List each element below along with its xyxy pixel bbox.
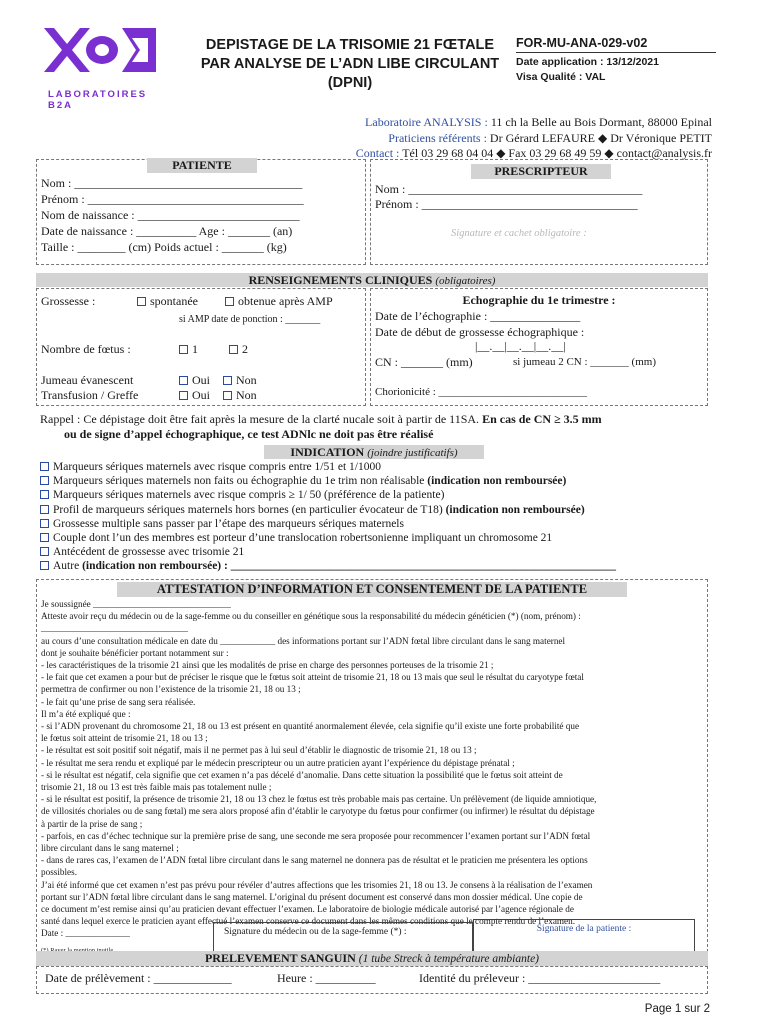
indication-text: Profil de marqueurs sériques maternels hors bornes (en particulier évocateur de T18) — [53, 503, 443, 516]
lab-address: 11 ch la Belle au Bois Dormant, 88000 Epinal — [490, 115, 712, 129]
lab-logo — [40, 20, 160, 111]
grossesse-amp-checkbox[interactable] — [225, 294, 333, 309]
cn2-field[interactable]: si jumeau 2 CN : _______ (mm) — [513, 356, 656, 368]
patiente-taille-poids-field[interactable]: Taille : ________ (cm) Poids actuel : _______ (kg) — [41, 240, 287, 254]
prelevement-heure-field[interactable]: Heure : __________ — [277, 971, 376, 985]
attestation-line: - dans de rares cas, l’examen de l’ADN fœtal libre circulant dans le sang maternel ne donnera pas de résultat et le praticien me présentera les options — [41, 855, 588, 866]
logo-mark-icon — [40, 20, 160, 80]
attestation-line: - les caractéristiques de la trisomie 21 ainsi que les modalités de prise en charge des personnes porteuses de la trisomie 21 ; — [41, 660, 494, 671]
non-label: Non — [236, 388, 257, 402]
echo-date-field[interactable]: Date de l’échographie : _______________ — [375, 309, 581, 323]
indication-item[interactable] — [40, 503, 720, 517]
foetus-1-label: 1 — [192, 342, 198, 356]
echo-debut-label: Date de début de grossesse échographique : — [375, 325, 585, 339]
prescripteur-title: PRESCRIPTEUR — [471, 164, 611, 179]
lab-praticiens: Dr Gérard LEFAURE ◆ Dr Véronique PETIT — [489, 130, 712, 145]
lab-info — [356, 115, 712, 162]
attestation-line: - si le résultat est positif, la présence de trisomie 21, 18 ou 13 chez le fœtus est très probable mais pas certaine. Un prélèvement (de liquide amniotique, — [41, 794, 597, 805]
indication-text: Autre — [53, 560, 80, 573]
prelevement-title-bar — [36, 951, 708, 966]
indication-note: (joindre justificatifs) — [367, 447, 458, 459]
title-line-1: DEPISTAGE DE LA TRISOMIE 21 FŒTALE — [205, 37, 495, 53]
chorionicite-field[interactable]: Chorionicité : ___________________________ — [375, 386, 588, 398]
jumeau-oui-checkbox[interactable] — [179, 373, 210, 388]
indication-item[interactable] — [40, 531, 720, 545]
indication-item[interactable] — [40, 559, 720, 573]
attestation-line[interactable]: ________________________________ — [41, 623, 188, 634]
indication-text: Couple dont l’un des membres est porteur d’une translocation robertsonienne impliquant un chromosome 21 — [53, 532, 553, 545]
indication-text: Grossesse multiple sans passer par l’étape des marqueurs sériques maternels — [53, 517, 404, 530]
rappel-bold-2: ou de signe d’appel échographique, ce test ADNlc ne doit pas être réalisé — [64, 427, 434, 441]
non-label: Non — [236, 373, 257, 387]
indication-title: INDICATION — [290, 445, 365, 459]
attestation-date-field[interactable]: Date : ______________ — [41, 928, 130, 939]
prelevement-note: (1 tube Streck à température ambiante) — [358, 953, 540, 965]
indication-text: Marqueurs sériques maternels avec risque compris ≥ 1/ 50 (préférence de la patiente) — [53, 489, 445, 502]
transfusion-non-checkbox[interactable] — [223, 388, 257, 403]
attestation-line: - si le résultat est négatif, cela signifie que cet examen n’a pas décelé d’anomalie. Dans cette situation la possibilité que le fœtus soit atteint de — [41, 769, 563, 780]
transfusion-oui-checkbox[interactable] — [179, 388, 210, 403]
lab-info-label-1: Laboratoire ANALYSIS : — [365, 115, 488, 129]
indication-item[interactable] — [40, 488, 720, 502]
indication-title-bar — [264, 445, 484, 459]
attestation-line: - le résultat me sera rendu et expliqué par le médecin prescripteur ou un autre praticien ayant l’expérience du dépistage prénatal ; — [41, 757, 515, 768]
echo-debut-date-field[interactable]: |__.__|__.__|__.__| — [475, 339, 566, 353]
attestation-line: - le fait qu’une prise de sang sera réalisée. — [41, 696, 196, 707]
checkbox-icon — [179, 391, 188, 400]
renseignements-left — [36, 288, 366, 406]
attestation-line: J’ai été informé que cet examen n’est pas prévu pour révéler d’autres affections que les trisomies 21, 18 ou 13. Je consens à la réalisation de l’examen — [41, 879, 593, 890]
renseignements-right — [370, 288, 708, 406]
renseignements-title-bar — [36, 273, 708, 287]
lab-contact: Tél 03 29 68 04 04 ◆ Fax 03 29 68 49 59 ◆ contact@analysis.fr — [402, 146, 712, 160]
attestation-line: Il m’a été expliqué que : — [41, 708, 131, 719]
patiente-prenom-field[interactable]: Prénom : ____________________________________ — [41, 192, 304, 206]
grossesse-label: Grossesse : — [41, 294, 96, 308]
title-line-2: PAR ANALYSE DE L’ADN LIBE CIRCULANT — [200, 56, 500, 72]
checkbox-icon — [40, 533, 49, 542]
patiente-section — [36, 159, 366, 265]
attestation-line: possibles. — [41, 867, 77, 878]
checkbox-icon — [179, 345, 188, 354]
echo-title: Echographie du 1e trimestre : — [462, 293, 616, 307]
patiente-title: PATIENTE — [147, 158, 257, 173]
prelevement-date-field[interactable]: Date de prélèvement : _____________ — [45, 971, 232, 985]
rappel-bold-1: En cas de CN ≥ 3.5 mm — [482, 412, 602, 426]
indication-text: Marqueurs sériques maternels non faits ou échographie du 1e trim non réalisable — [53, 475, 425, 488]
checkbox-icon — [40, 476, 49, 485]
attestation-line: portant sur l’ADN fœtal libre circulant dans le sang maternel. L’original du présent document est conservé dans mon dossier médical. Une copie de — [41, 891, 583, 902]
prelevement-identite-field[interactable]: Identité du préleveur : ______________________ — [419, 971, 661, 985]
transfusion-label: Transfusion / Greffe — [41, 388, 139, 402]
indication-item[interactable] — [40, 474, 720, 488]
prelevement-title: PRELEVEMENT SANGUIN — [204, 951, 356, 965]
foetus-1-checkbox[interactable] — [179, 342, 198, 357]
attestation-line: dont je souhaite bénéficier portant notamment sur : — [41, 647, 229, 658]
attestation-body — [41, 598, 705, 940]
checkbox-icon — [40, 519, 49, 528]
rappel-text: Rappel : Ce dépistage doit être fait après la mesure de la clarté nucale soit à partir de 11SA. — [40, 412, 480, 426]
prescripteur-signature-label[interactable]: Signature et cachet obligatoire : — [451, 228, 587, 239]
checkbox-icon — [225, 297, 234, 306]
lab-info-label-2: Praticiens référents : — [388, 130, 487, 145]
attestation-line: à partir de la prise de sang ; — [41, 818, 143, 829]
prescripteur-nom-field[interactable]: Nom : _______________________________________ — [375, 182, 643, 196]
attestation-line: - parfois, en cas d’échec technique sur la première prise de sang, une seconde me sera proposée pour recommencer l’examen portant sur l’ADN fœtal — [41, 830, 591, 841]
attestation-line: - le fait que cet examen a pour but de préciser le risque que le fœtus soit atteint de trisomie 21, 18 ou 13 mais que seul le résultat du caryotype fœtal — [41, 672, 584, 683]
checkbox-icon — [229, 345, 238, 354]
visa-qualite: Visa Qualité : VAL — [516, 71, 606, 83]
checkbox-icon — [40, 547, 49, 556]
indication-item[interactable] — [40, 517, 720, 531]
amp-label: obtenue après AMP — [238, 294, 333, 308]
title-line-3: (DPNI) — [327, 75, 373, 91]
ponction-date-field[interactable]: si AMP date de ponction : _______ — [179, 314, 321, 325]
prelevement-section — [36, 966, 708, 994]
doc-ref: FOR-MU-ANA-029-v02 — [516, 36, 716, 53]
attestation-line: - le résultat est soit positif soit négatif, mais il ne permet pas à lui seul d’établir le diagnostic de trisomie 21, 18 ou 13 ; — [41, 745, 477, 756]
attestation-title: ATTESTATION D’INFORMATION ET CONSENTEMENT DE LA PATIENTE — [117, 582, 627, 597]
patiente-nom-naissance-field[interactable]: Nom de naissance : ___________________________ — [41, 208, 300, 222]
attestation-line: - si l’ADN provenant du chromosome 21, 18 ou 13 est présent en quantité anormalement élevée, cela signifie qu’il existe une forte probabilité que — [41, 721, 580, 732]
oui-label: Oui — [192, 388, 210, 402]
attestation-section — [36, 579, 708, 967]
rappel-notice — [40, 412, 720, 442]
indication-bold: (indication non remboursée) — [427, 475, 567, 488]
checkbox-icon — [179, 376, 188, 385]
signature-patiente-label: Signature de la patiente : — [536, 924, 632, 934]
checkbox-icon — [223, 391, 232, 400]
jumeau-label: Jumeau évanescent — [41, 373, 134, 387]
attestation-line[interactable]: Je soussignée ______________________________ — [41, 599, 231, 609]
indication-bold: (indication non remboursée) : ___________________________________________________________________ — [82, 560, 616, 573]
spontanee-label: spontanée — [150, 294, 198, 308]
lab-info-label-3: Contact : — [355, 146, 400, 160]
date-application: Date application : 13/12/2021 — [516, 56, 659, 68]
doc-ref-box — [516, 36, 716, 83]
attestation-line: Atteste avoir reçu du médecin ou de la sage-femme ou du conseiller en génétique sous la responsabilité du médecin généticien (*) (nom, prénom) : — [41, 611, 581, 622]
indication-text: Antécédent de grossesse avec trisomie 21 — [53, 546, 245, 559]
signature-medecin-label: Signature du médecin ou de la sage-femme (*) : — [224, 927, 407, 937]
checkbox-icon — [40, 561, 49, 570]
oui-label: Oui — [192, 373, 210, 387]
patiente-nom-field[interactable]: Nom : ______________________________________ — [41, 176, 303, 190]
indication-text: Marqueurs sériques maternels avec risque compris entre 1/51 et 1/1000 — [53, 461, 381, 473]
indication-item[interactable] — [40, 460, 720, 474]
checkbox-icon — [137, 297, 146, 306]
prescripteur-section — [370, 159, 708, 265]
renseignements-title: RENSEIGNEMENTS CLINIQUES — [248, 273, 433, 287]
attestation-line: ce document m’est remise ainsi qu’au praticien devant effectuer l’examen. Le laboratoire de biologie médicale autorisé par l’agence régionale de — [41, 904, 574, 915]
signature-medecin-box[interactable] — [213, 922, 473, 952]
checkbox-icon — [223, 376, 232, 385]
indication-item[interactable] — [40, 545, 720, 559]
attestation-line: libre circulant dans le sang maternel ; — [41, 843, 179, 854]
foetus-2-checkbox[interactable] — [229, 342, 248, 357]
checkbox-icon — [40, 490, 49, 499]
indication-bold: (indication non remboursée) — [445, 503, 585, 516]
attestation-line: le fœtus soit atteint de trisomie 21, 18 ou 13 ; — [41, 733, 208, 744]
attestation-line: santé dans lequel exerce le praticien ayant effectué l’examen conserve ce document dans les mêmes conditions que le compte rendu de l’examen. — [41, 916, 576, 927]
attestation-line: permettra de confirmer ou non l’existence de la trisomie 21, 18 ou 13 ; — [41, 684, 301, 695]
renseignements-note: (obligatoires) — [435, 275, 496, 287]
lab-logo-text: LABORATOIRES B2A — [48, 89, 148, 111]
foetus-2-label: 2 — [242, 342, 248, 356]
nb-foetus-label: Nombre de fœtus : — [41, 342, 131, 356]
cn-field[interactable]: CN : _______ (mm) — [375, 355, 473, 369]
jumeau-non-checkbox[interactable] — [223, 373, 257, 388]
attestation-line: de villosités choriales ou de sang fœtal) me sera alors proposé afin d’établir le caryotype du fœtus pour confirmer (ou infirmer) le résultat du dépistage — [41, 806, 595, 817]
checkbox-icon — [40, 462, 49, 471]
checkbox-icon — [40, 505, 49, 514]
document-title — [190, 36, 510, 93]
attestation-line[interactable]: au cours d’une consultation médicale en date du ____________ des informations portant sur l’ADN fœtal libre circulant dans le sang maternel — [41, 635, 566, 646]
attestation-line: trisomie 21, 18 ou 13 est très faible mais pas totalement nulle ; — [41, 782, 272, 793]
patiente-date-naissance-field[interactable]: Date de naissance : __________ Age : _______ (an) — [41, 224, 293, 238]
indication-list — [40, 460, 720, 574]
prescripteur-prenom-field[interactable]: Prénom : ____________________________________ — [375, 197, 638, 211]
grossesse-spontanee-checkbox[interactable] — [137, 294, 198, 309]
page-number: Page 1 sur 2 — [644, 1003, 710, 1015]
